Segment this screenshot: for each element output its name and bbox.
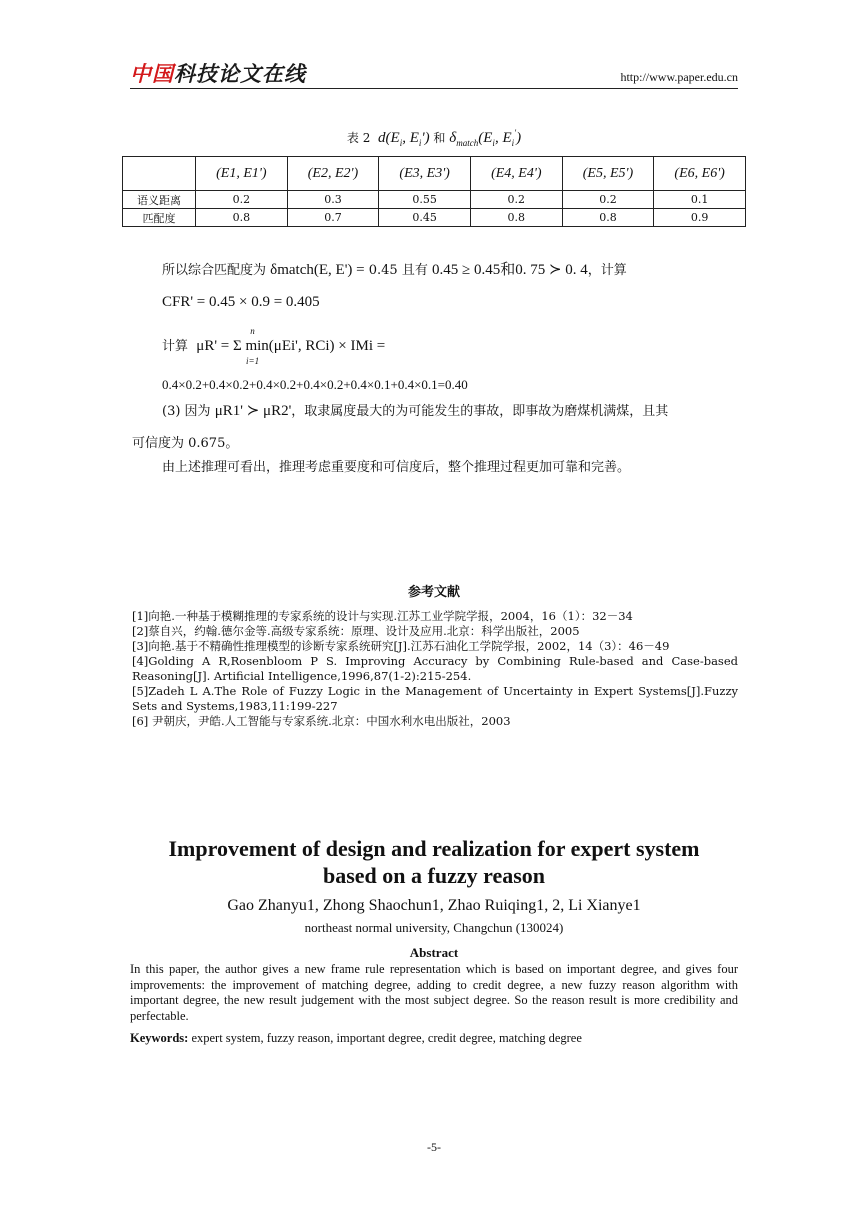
table-header-cell: (E1, E1') [196, 157, 288, 191]
sum-limits [246, 326, 259, 366]
authors: Gao Zhanyu1, Zhong Shaochun1, Zhao Ruiqing1, 2, Li Xianye1 [227, 897, 641, 914]
logo-part1: 中国 [130, 62, 174, 86]
paragraph-match-degree: 所以综合匹配度为 δmatch(E, E') = 0.45 且有 0.45 ≥ 0.45和0. 75 ≻ 0. 4，计算 [162, 262, 627, 278]
table-cell: 0.8 [562, 209, 654, 227]
table-cell: 0.8 [470, 209, 562, 227]
table-header-cell: (E6, E6') [654, 157, 746, 191]
table-row [123, 191, 746, 209]
data-table [122, 156, 746, 227]
page-number: -5- [427, 1140, 441, 1154]
journal-logo [130, 58, 306, 88]
page-header [130, 62, 738, 89]
row-label: 匹配度 [123, 209, 196, 227]
table-cell: 0.7 [287, 209, 379, 227]
table-header-row [123, 157, 746, 191]
row-label: 语义距离 [123, 191, 196, 209]
keywords-label: Keywords: [130, 1031, 189, 1045]
paragraph-credibility: 可信度为 0.675。 [132, 436, 239, 451]
keywords-list: expert system, fuzzy reason, important degree, credit degree, matching degree [191, 1031, 582, 1045]
paragraph-summary: 由上述推理可看出，推理考虑重要度和可信度后，整个推理过程更加可靠和完善。 [162, 460, 631, 475]
formula-mu: μR' = Σ min(μEi', RCi) × IMi = [196, 338, 386, 354]
sum-lower: i=1 [246, 356, 260, 366]
header-url[interactable]: http://www.paper.edu.cn [620, 70, 738, 84]
caption-formula-a: $d(E_i$, $E_i'$) [378, 130, 430, 148]
table-cell: 0.2 [562, 191, 654, 209]
table-cell: 0.9 [654, 209, 746, 227]
calculation-line: 0.4×0.2+0.4×0.2+0.4×0.2+0.4×0.2+0.4×0.1+0.4×0.1=0.40 [162, 377, 468, 392]
reference-item: [2]蔡自兴，约翰.德尔金等.高级专家系统：原理、设计及应用.北京：科学出版社，2005 [132, 624, 580, 638]
caption-formula-b: $\delta_{match}(E_i$, $E_i'$) [449, 128, 522, 148]
reference-item: [3]向艳.基于不精确性推理模型的诊断专家系统研究[J].江苏石油化工学院学报，2002，14（3）：46－49 [132, 639, 670, 653]
affiliation: northeast normal university, Changchun (130024) [304, 920, 564, 935]
formula-mu-compare: μR1' ≻ μR2' [214, 403, 292, 419]
paragraph-compute-mu: 计算 μR' = Σ min(μEi', RCi) × IMi = [162, 338, 386, 354]
table-caption [0, 128, 868, 148]
table-header-cell: (E2, E2') [287, 157, 379, 191]
logo-part2: 科技论文在线 [174, 62, 306, 86]
table-cell: 0.8 [196, 209, 288, 227]
sum-upper: n [250, 326, 255, 336]
table-header-cell: (E4, E4') [470, 157, 562, 191]
table-row [123, 209, 746, 227]
table-cell: 0.2 [196, 191, 288, 209]
reference-item: [4]Golding A R,Rosenbloom P S. Improving Accuracy by Combining Rule-based and Case-based Reasoning[J]. Artificial Intelligence,1996,87(1-2):215-254. [132, 654, 738, 683]
formula-delta-match: δmatch(E, E') = [270, 262, 365, 278]
paragraph-conclusion: (3) 因为 μR1' ≻ μR2'，取隶属度最大的为可能发生的事故，即事故为磨煤机满煤，且其 [162, 403, 669, 419]
table-cell: 0.3 [287, 191, 379, 209]
caption-label: 表 2 [346, 131, 371, 145]
table-header-cell: (E5, E5') [562, 157, 654, 191]
reference-item: [5]Zadeh L A.The Role of Fuzzy Logic in the Management of Uncertainty in Expert Systems[J].Fuzzy Sets and Systems,1983,11:199-227 [132, 684, 738, 713]
references-list [132, 609, 738, 729]
abstract-text: In this paper, the author gives a new frame rule representation which is based on important degree, and gives four improvements: the improvement of matching degree, adding to credit degree, a new fuzzy reason algorithm with important degree, the new result judgement with the most subject degree. So the reason result is more credibility and perfectable. [130, 962, 738, 1023]
reference-item: [6] 尹朝庆，尹皓.人工智能与专家系统.北京：中国水利水电出版社，2003 [132, 714, 511, 728]
table-cell: 0.2 [470, 191, 562, 209]
table-cell: 0.1 [654, 191, 746, 209]
english-title: Improvement of design and realization for expert system based on a fuzzy reason [168, 836, 700, 888]
reference-item: [1]向艳.一种基于模糊推理的专家系统的设计与实现.江苏工业学院学报，2004，16（1）：32－34 [132, 609, 633, 623]
table-cell: 0.55 [379, 191, 471, 209]
abstract-heading: Abstract [409, 945, 459, 960]
formula-inequality: 0.45 ≥ 0.45和0. 75 ≻ 0. 4 [431, 262, 588, 278]
table-cell: 0.45 [379, 209, 471, 227]
caption-and: 和 [433, 131, 446, 145]
formula-cf: CFR' = 0.45 × 0.9 = 0.405 [162, 294, 320, 310]
table-corner-cell [123, 157, 196, 191]
references-title: 参考文献 [407, 585, 460, 600]
keywords [130, 1031, 738, 1046]
table-header-cell: (E3, E3') [379, 157, 471, 191]
